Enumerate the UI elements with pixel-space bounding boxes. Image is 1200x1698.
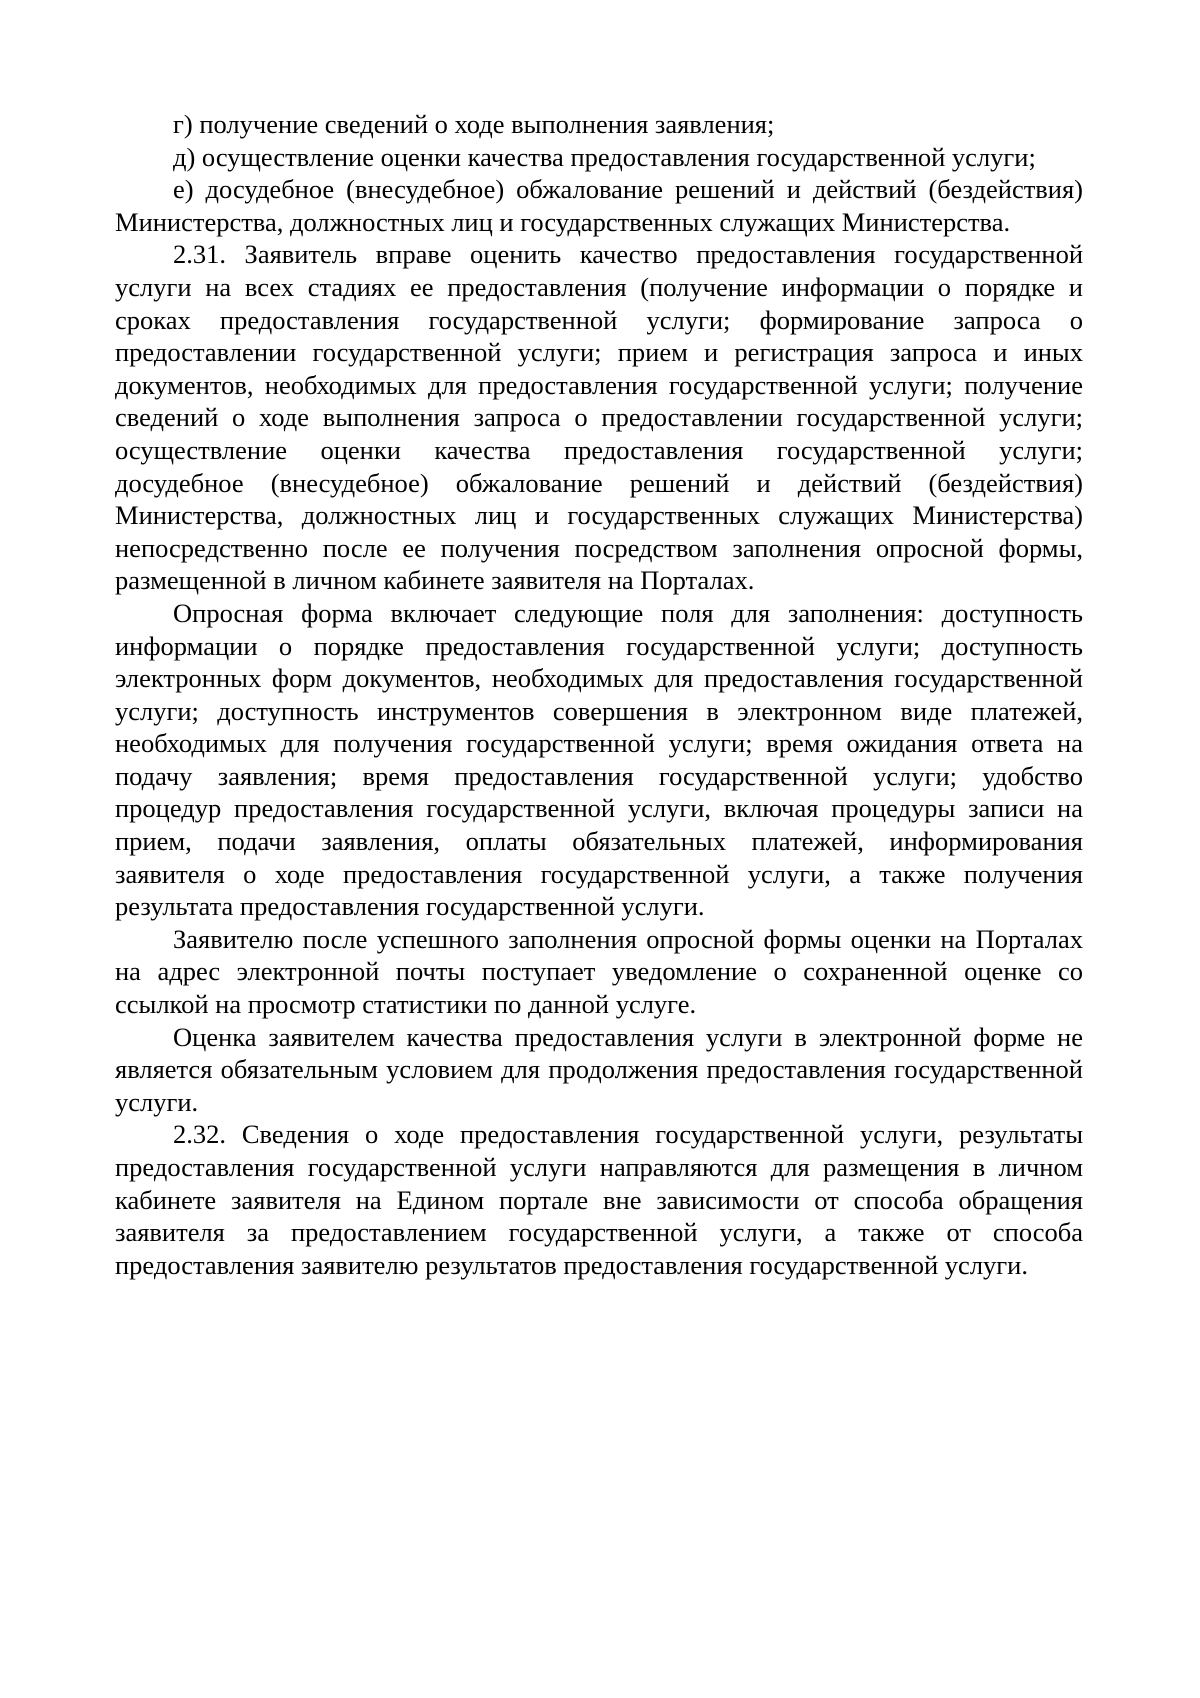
paragraph-item-g: г) получение сведений о ходе выполнения заявления; (173, 109, 775, 139)
paragraph-item-e: е) досудебное (внесудебное) обжалование решений и действий (бездействия) Министерства, должностных лиц и государственных служащих Министерства. (115, 174, 1083, 237)
document-page (115, 108, 1083, 1281)
paragraph-survey-form: Опросная форма включает следующие поля для заполнения: доступность информации о порядке предоставления государственной услуги; доступность электронных форм документов, необходимых для предоставления государственной услуги; доступность инструментов совершения в электронном виде платежей, необходимых для получения государственной услуги; время ожидания ответа на подачу заявления; время предоставления государственной услуги; удобство процедур предоставления государственной услуги, включая процедуры записи на прием, подачи заявления, оплаты обязательных платежей, информирования заявителя о ходе предоставления государственной услуги, а также получения результата предоставления государственной услуги. (115, 597, 1083, 922)
paragraph-item-d: д) осуществление оценки качества предоставления государственной услуги; (173, 141, 1036, 172)
paragraph-2-31: 2.31. Заявитель вправе оценить качество предоставления государственной услуги на всех стадиях ее предоставления (получение информации о порядке и сроках предоставления государственной услуги; формирование запроса о предоставлении государственной услуги; прием и регистрация запроса и иных документов, необходимых для предоставления государственной услуги; получение сведений о ходе выполнения запроса о предоставлении государственной услуги; осуществление оценки качества предоставления государственной услуги; досудебное (внесудебное) обжалование решений и действий (бездействия) Министерства, должностных лиц и государственных служащих Министерства) непосредственно после ее получения посредством заполнения опросной формы, размещенной в личном кабинете заявителя на Порталах. (115, 239, 1083, 596)
paragraph-2-32: 2.32. Сведения о ходе предоставления государственной услуги, результаты предоставления государственной услуги направляются для размещения в личном кабинете заявителя на Едином портале вне зависимости от способа обращения заявителя за предоставлением государственной услуги, а также от способа предоставления заявителю результатов предоставления государственной услуги. (115, 1119, 1083, 1280)
paragraph-notification: Заявителю после успешного заполнения опросной формы оценки на Порталах на адрес электронной почты поступает уведомление о сохраненной оценке со ссылкой на просмотр статистики по данной услуге. (115, 923, 1083, 1020)
paragraph-optional-rating: Оценка заявителем качества предоставления услуги в электронной форме не является обязательным условием для продолжения предоставления государственной услуги. (115, 1021, 1083, 1117)
